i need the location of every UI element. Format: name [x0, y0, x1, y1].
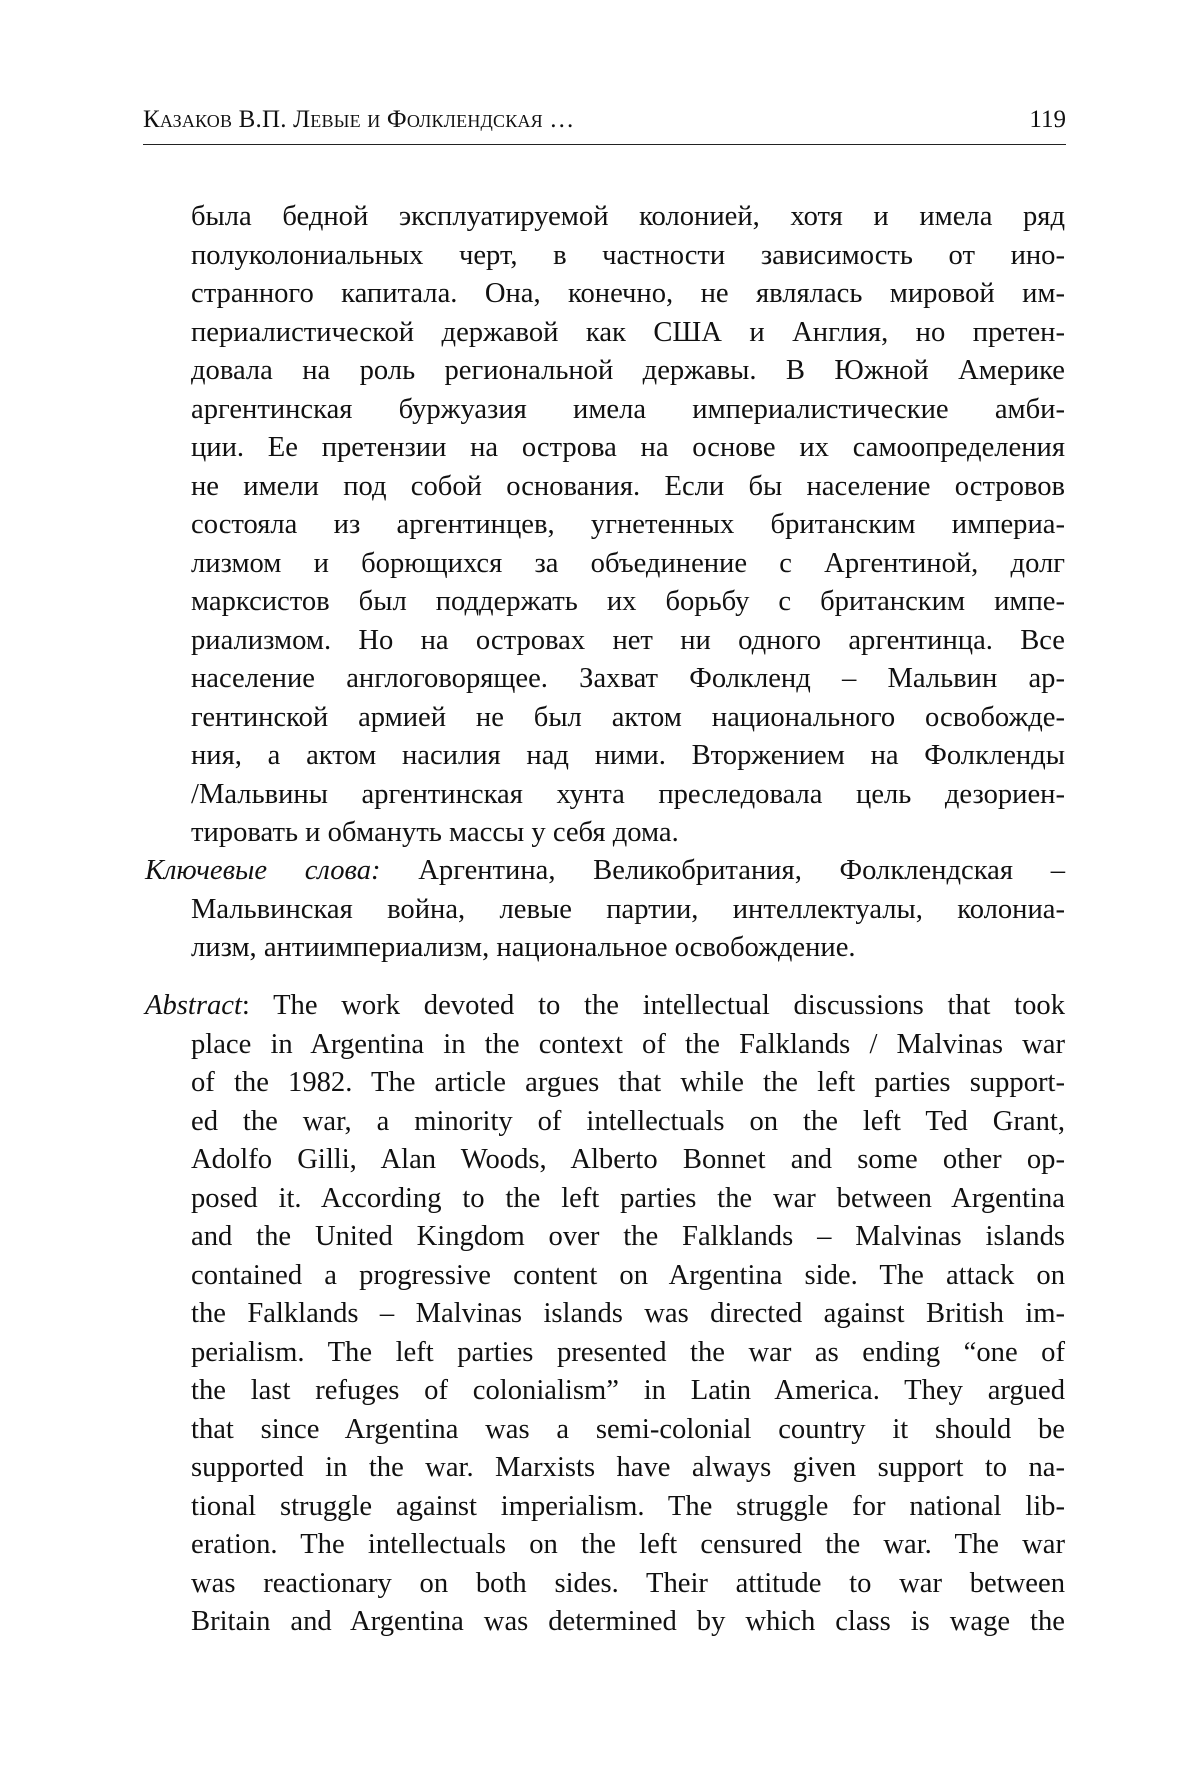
body-line: тировать и обмануть массы у себя дома. [191, 817, 679, 848]
keywords-text: Аргентина, Великобритания, Фолклендская – [380, 855, 1065, 886]
running-header-title: Казаков В.П. Левые и Фолклендская … [143, 106, 575, 133]
abstract-line: ed the war, a minority of intellectuals on the left Ted Grant, [191, 1105, 1065, 1137]
page-number: 119 [1029, 106, 1066, 133]
body-line: ния, а актом насилия над ними. Вторжением на Фолкленды [191, 740, 1065, 771]
body-line: /Мальвины аргентинская хунта преследовала цель дезориен- [191, 778, 1065, 810]
body-line: население англоговорящее. Захват Фолкленд – Мальвин ар- [191, 663, 1065, 694]
abstract-line: the last refuges of colonialism” in Latin America. They argued [191, 1375, 1065, 1406]
abstract-line: of the 1982. The article argues that while the left parties support- [191, 1067, 1065, 1098]
abstract-line: perialism. The left parties presented the war as ending “one of [191, 1336, 1065, 1368]
keywords-line: лизм, антиимпериализм, национальное освобождение. [191, 932, 856, 963]
abstract-text: : The work devoted to the intellectual discussions that took [241, 990, 1065, 1021]
abstract-line: Adolfo Gilli, Alan Woods, Alberto Bonnet and some other op- [191, 1144, 1065, 1175]
body-line: ции. Ее претензии на острова на основе их самоопределения [191, 432, 1065, 463]
abstract-line: the Falklands – Malvinas islands was directed against British im- [191, 1298, 1065, 1329]
body-line: была бедной эксплуатируемой колонией, хотя и имела ряд [191, 201, 1065, 232]
abstract-line: was reactionary on both sides. Their attitude to war between [191, 1567, 1065, 1599]
abstract-line: posed it. According to the left parties the war between Argentina [191, 1182, 1065, 1214]
abstract-first-line [145, 987, 1065, 1026]
keywords-first-line [145, 852, 1065, 891]
running-header [143, 104, 1066, 145]
abstract-line: place in Argentina in the context of the Falklands / Malvinas war [191, 1028, 1065, 1060]
abstract-line: that since Argentina was a semi-colonial country it should be [191, 1413, 1065, 1445]
body-line: лизмом и борющихся за объединение с Аргентиной, долг [191, 547, 1065, 579]
abstract-line: contained a progressive content on Argentina side. The attack on [191, 1259, 1065, 1291]
body-line: марксистов был поддержать их борьбу с британским импе- [191, 586, 1065, 617]
abstract-paragraph [145, 987, 1065, 1642]
body-line: гентинской армией не был актом национального освобожде- [191, 701, 1065, 733]
abstract-line: supported in the war. Marxists have always given support to na- [191, 1452, 1065, 1483]
keywords-label: Ключевые слова: [145, 855, 381, 886]
abstract-label: Abstract [145, 990, 242, 1021]
keywords-paragraph [145, 852, 1065, 968]
body-line: риализмом. Но на островах нет ни одного аргентинца. Все [191, 624, 1065, 656]
abstract-line: Britain and Argentina was determined by which class is wage the [191, 1606, 1065, 1637]
body-line: аргентинская буржуазия имела империалистические амби- [191, 393, 1065, 425]
body-line: довала на роль региональной державы. В Южной Америке [191, 355, 1065, 386]
body-paragraph [191, 198, 1065, 853]
abstract-line: tional struggle against imperialism. The struggle for national lib- [191, 1490, 1065, 1522]
abstract-line: eration. The intellectuals on the left censured the war. The war [191, 1529, 1065, 1560]
keywords-line: Мальвинская война, левые партии, интеллектуалы, колониа- [191, 893, 1065, 925]
body-line: состояла из аргентинцев, угнетенных британским империа- [191, 509, 1065, 540]
body-line: странного капитала. Она, конечно, не являлась мировой им- [191, 278, 1065, 309]
abstract-line: and the United Kingdom over the Falklands – Malvinas islands [191, 1221, 1065, 1252]
body-line: периалистической державой как США и Англия, но претен- [191, 316, 1065, 348]
body-line: полуколониальных черт, в частности зависимость от ино- [191, 239, 1065, 271]
body-line: не имели под собой основания. Если бы население островов [191, 470, 1065, 502]
